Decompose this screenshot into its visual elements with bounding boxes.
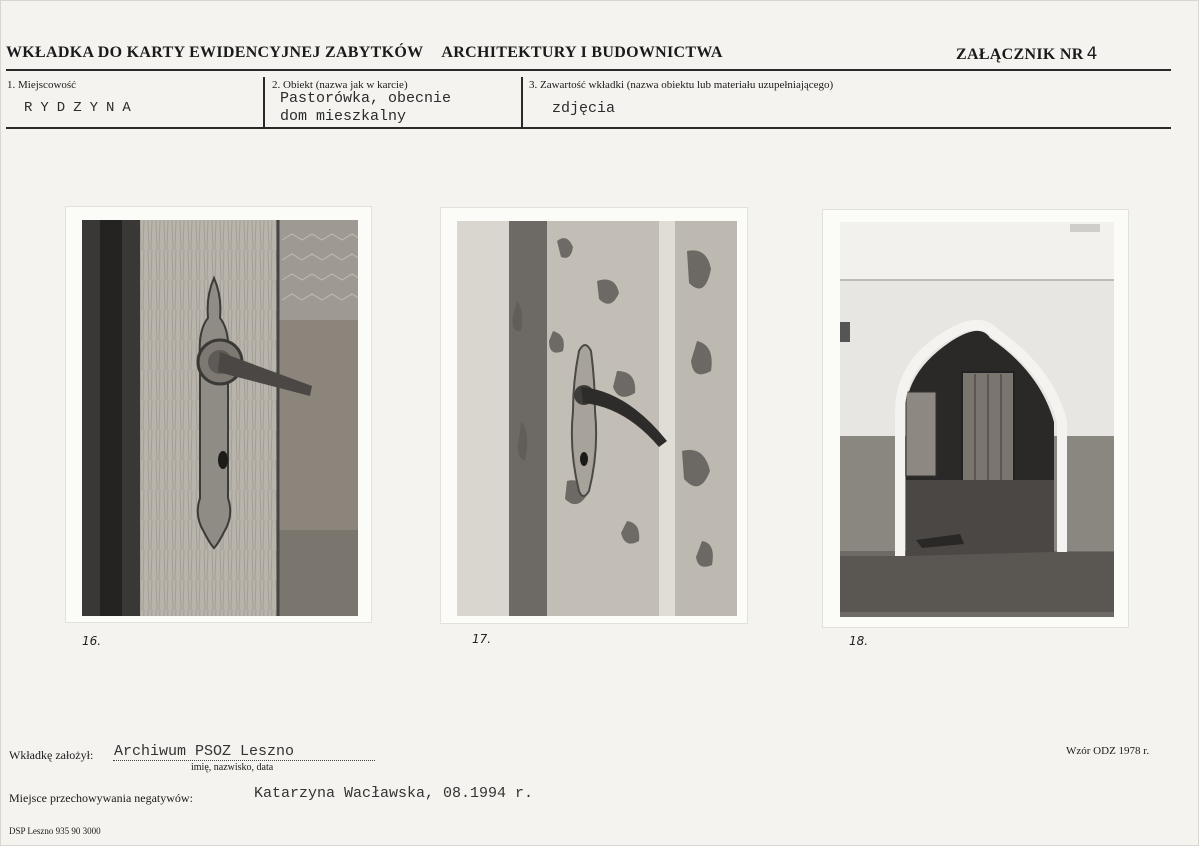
created-by-value: Archiwum PSOZ Leszno <box>114 743 295 760</box>
photo-1 <box>82 220 358 616</box>
photo-3-image <box>840 222 1114 617</box>
locality-label: 1. Miejscowość <box>7 79 77 91</box>
photo-2 <box>457 221 737 616</box>
annex-number: 4 <box>1086 44 1098 64</box>
annex-label <box>956 44 1098 64</box>
object-value-line1: Pastorówka, obecnie <box>280 90 452 107</box>
object-value-line2: dom mieszkalny <box>280 108 407 125</box>
template-version: Wzór ODZ 1978 r. <box>1066 745 1150 757</box>
locality-value: RYDZYNA <box>24 100 139 116</box>
photo-frame-3 <box>823 210 1128 627</box>
photo-number-3: 18. <box>849 634 869 648</box>
storage-label: Miejsce przechowywania negatywów: <box>9 791 193 805</box>
sheet-title-part1: WKŁADKA DO KARTY EWIDENCYJNEJ ZABYTKÓW <box>6 44 424 61</box>
content-value: zdjęcia <box>552 100 616 117</box>
sheet-title-part2: ARCHITEKTURY I BUDOWNICTWA <box>441 44 723 61</box>
object-label: 2. Obiekt (nazwa jak w karcie) <box>272 79 408 91</box>
photo-frame-2 <box>441 208 747 623</box>
header-rule-bottom <box>6 127 1171 129</box>
photo-3 <box>840 222 1114 617</box>
content-label: 3. Zawartość wkładki (nazwa obiektu lub materiału uzupełniającego) <box>529 79 834 91</box>
annex-text: ZAŁĄCZNIK NR <box>956 46 1084 63</box>
sheet-title <box>6 44 723 62</box>
storage-value: Katarzyna Wacławska, 08.1994 r. <box>254 785 534 802</box>
photo-number-2: 17. <box>472 632 492 646</box>
photo-2-image <box>457 221 737 616</box>
created-by-label: Wkładkę założył: <box>9 748 94 762</box>
created-by-caption: imię, nazwisko, data <box>191 762 274 773</box>
header-rule-top <box>6 69 1171 71</box>
photo-1-image <box>82 220 358 616</box>
field-divider-2 <box>521 77 523 127</box>
field-divider-1 <box>263 77 265 127</box>
created-by-line <box>113 760 375 761</box>
print-code: DSP Leszno 935 90 3000 <box>9 826 101 836</box>
photo-number-1: 16. <box>82 634 102 648</box>
photo-frame-1 <box>66 207 371 622</box>
